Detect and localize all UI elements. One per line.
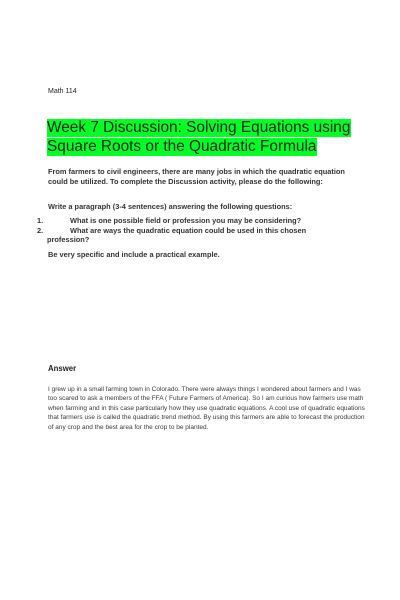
page-title <box>47 118 367 156</box>
question-text-continued: profession? <box>47 235 90 244</box>
question-number: 1. <box>37 216 44 225</box>
question-item <box>37 216 337 226</box>
question-number: 2. <box>37 225 44 235</box>
instruction-note: Be very specific and include a practical example. <box>48 250 220 259</box>
answer-paragraph: I grew up in a small farming town in Colorado. There were always things I wondered about farmers and I was too scared to ask a members of the FFA ( Future Farmers of America). So I am curious how farmers use math when farming and in this case particularly how they use quadratic equations. A cool use of quadratic equations that farmers use is called the quadratic trend method. By using this farmers are able to forecast the production of any crop and the best area for the crop to be planted. <box>48 386 365 431</box>
answer-heading: Answer <box>48 364 77 373</box>
question-text: What are ways the quadratic equation could be used in this chosen <box>70 225 307 235</box>
title-highlight: Week 7 Discussion: Solving Equations using Square Roots or the Quadratic Formula <box>47 119 351 155</box>
question-text: What is one possible field or profession you may be considering? <box>70 216 302 225</box>
intro-paragraph: From farmers to civil engineers, there are many jobs in which the quadratic equation could be utilized. To complete the Discussion activity, please do the following: <box>48 167 345 186</box>
question-item <box>37 226 337 245</box>
course-label: Math 114 <box>48 88 77 95</box>
question-list <box>37 216 337 245</box>
instruction-text: Write a paragraph (3-4 sentences) answering the following questions: <box>48 202 293 211</box>
